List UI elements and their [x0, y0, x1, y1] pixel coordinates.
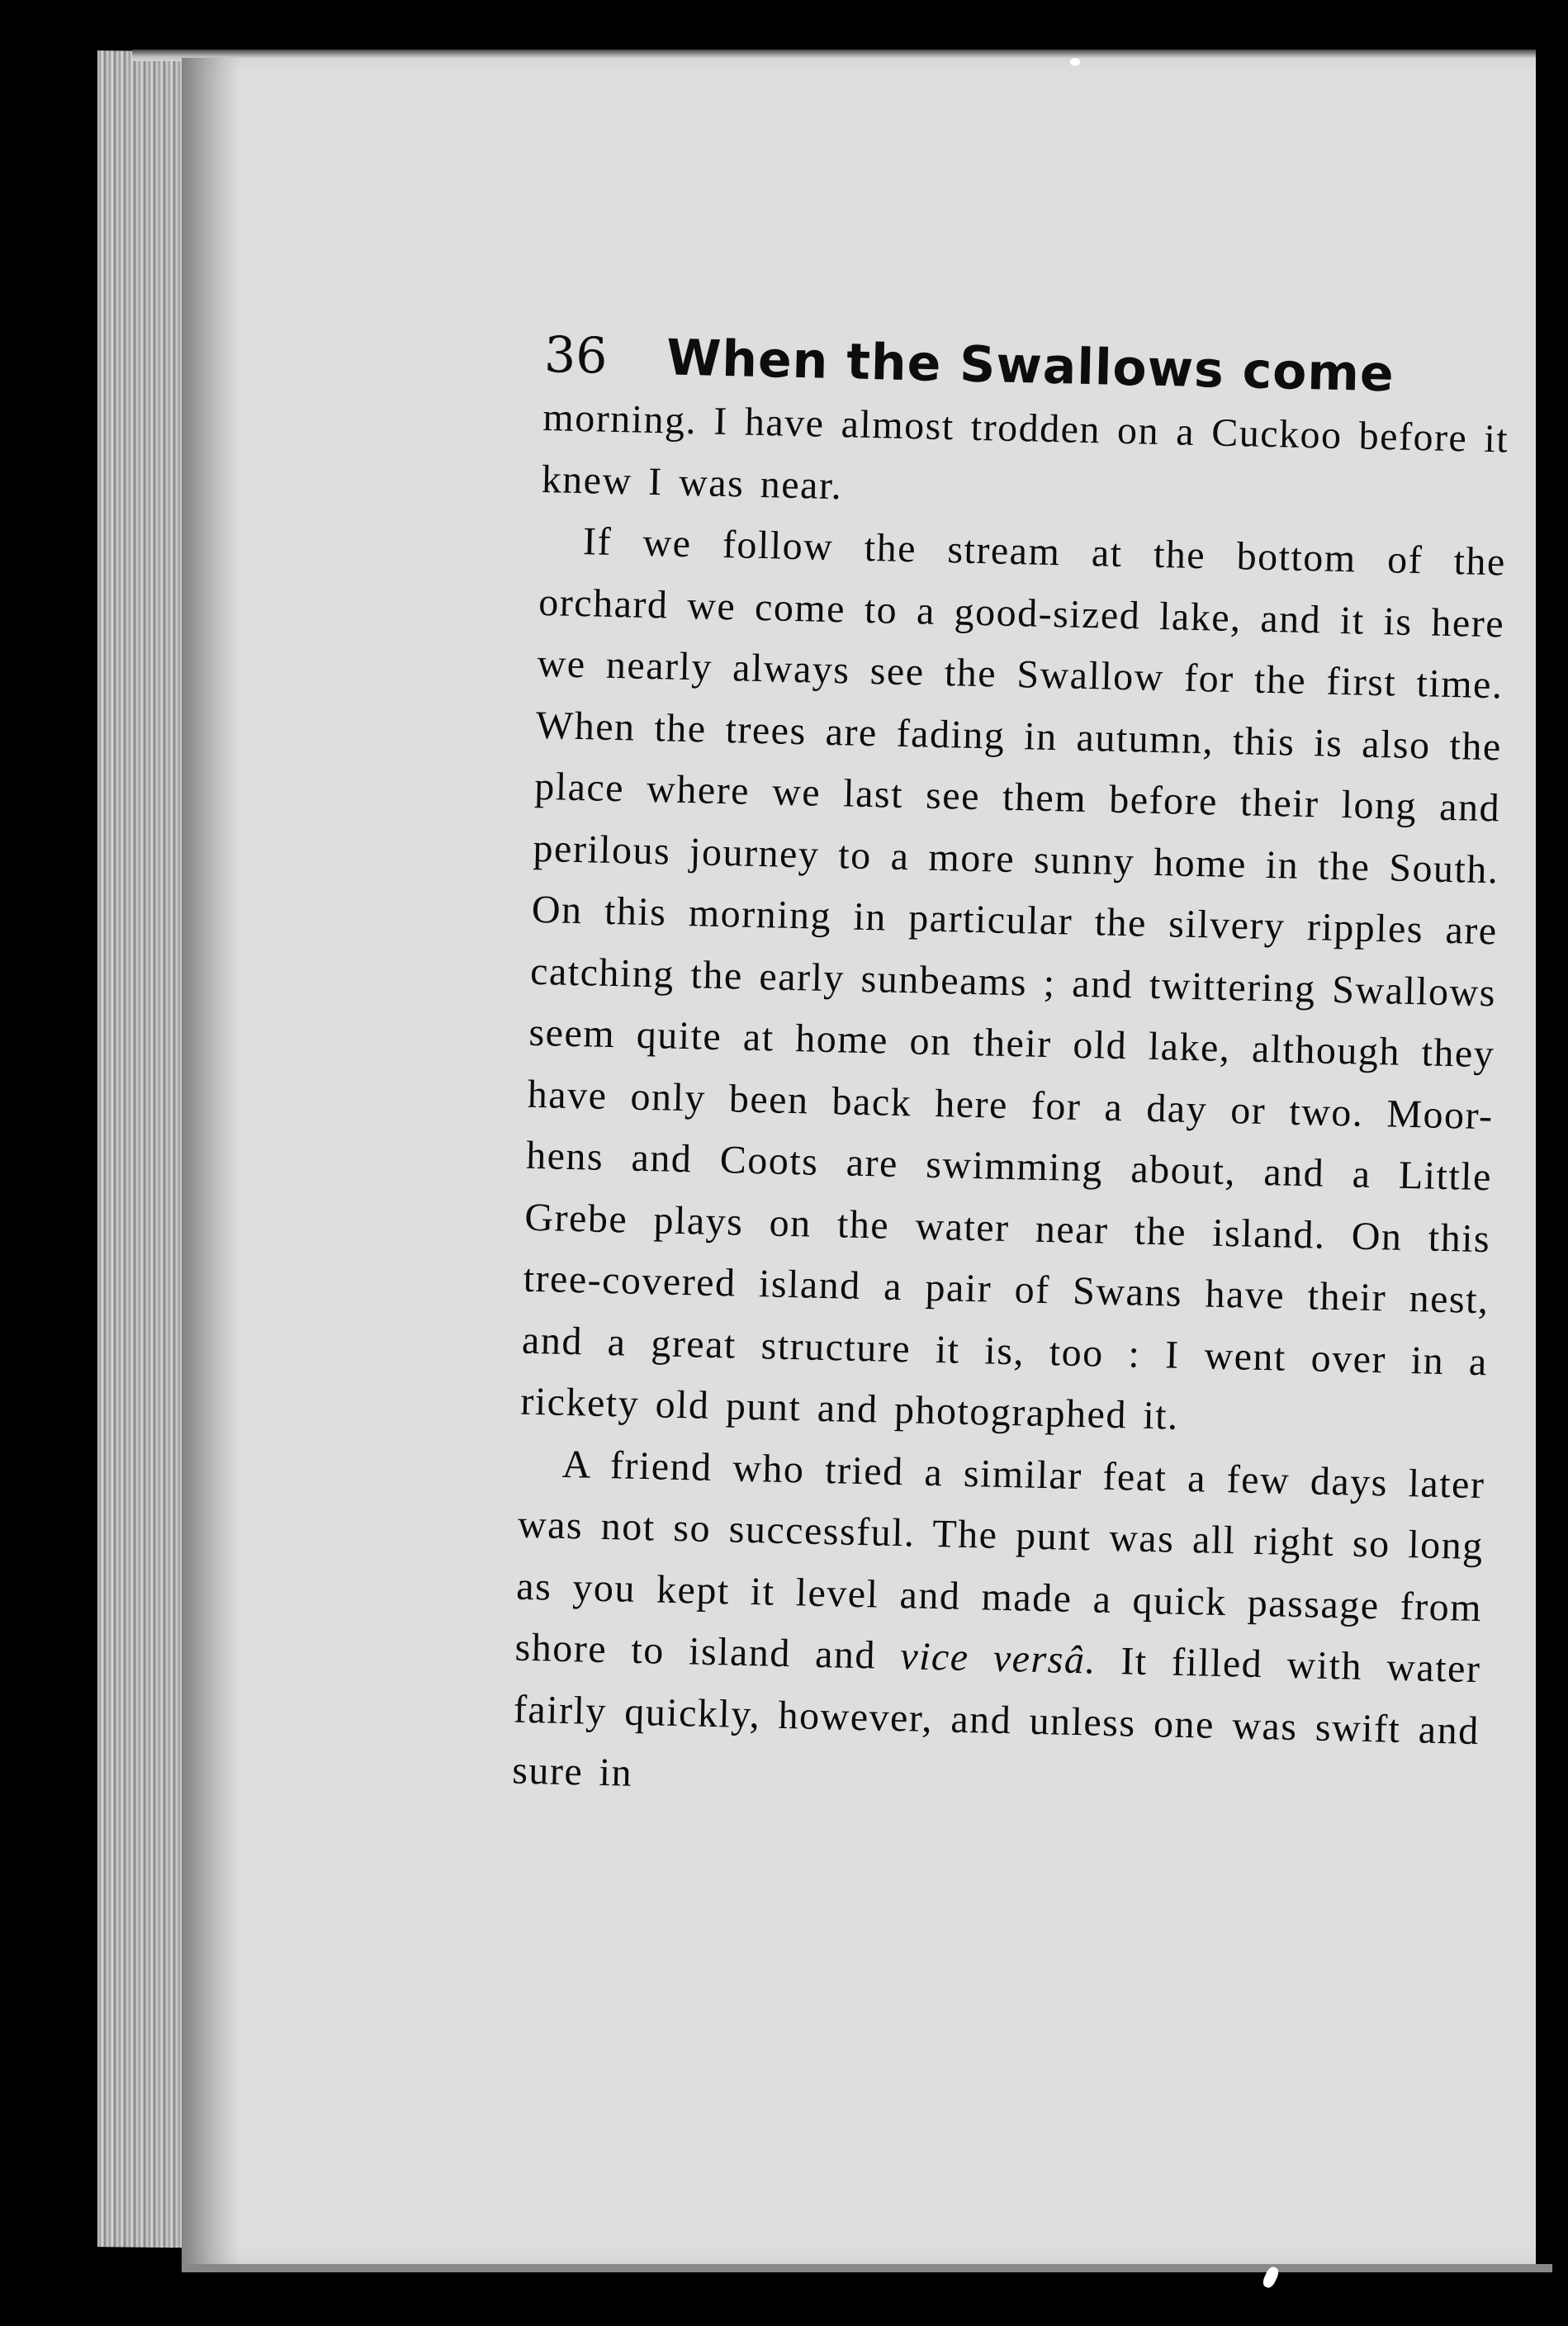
scan-speck	[1070, 58, 1080, 66]
paragraph-text: It filled with water fairly quickly, however, and unless one was swift and sure in	[511, 1639, 1482, 1795]
paragraph: If we follow the stream at the bottom of the orchard we come to a good-sized lake, and it is here we nearly always see the Swallow for the first time. When the trees are fading in autumn, this is also the place where we last see them before their long and perilous journey to a more sunny home in the South. On this morning in particular the silvery ripples are catching the early sunbeams ; and twittering Swallows seem quite at home on their old lake, although they have only been back here for a day or two. Moor-hens and Coots are swimming about, and a Little Grebe plays on the water near the island. On this tree-covered island a pair of Swans have their nest, and a great structure it is, too : I went over in a rickety old punt and photographed it.	[519, 519, 1507, 1438]
binding-shadow	[182, 58, 239, 2264]
paragraph-text: A friend who tried a similar feat a few days later was not so successful. The punt was all right so long as you kept it level and made a quick passage from shore to island and	[514, 1442, 1486, 1678]
italic-phrase: vice versâ.	[899, 1634, 1097, 1683]
page-number: 36	[543, 326, 609, 386]
running-title: When the Swallows come	[666, 329, 1395, 404]
paragraph	[511, 1433, 1485, 1823]
page-bottom-edge	[182, 2264, 1552, 2272]
page-content	[511, 326, 1510, 1824]
paragraph: morning. I have almost trodden on a Cuckoo before it knew I was near.	[541, 395, 1509, 508]
